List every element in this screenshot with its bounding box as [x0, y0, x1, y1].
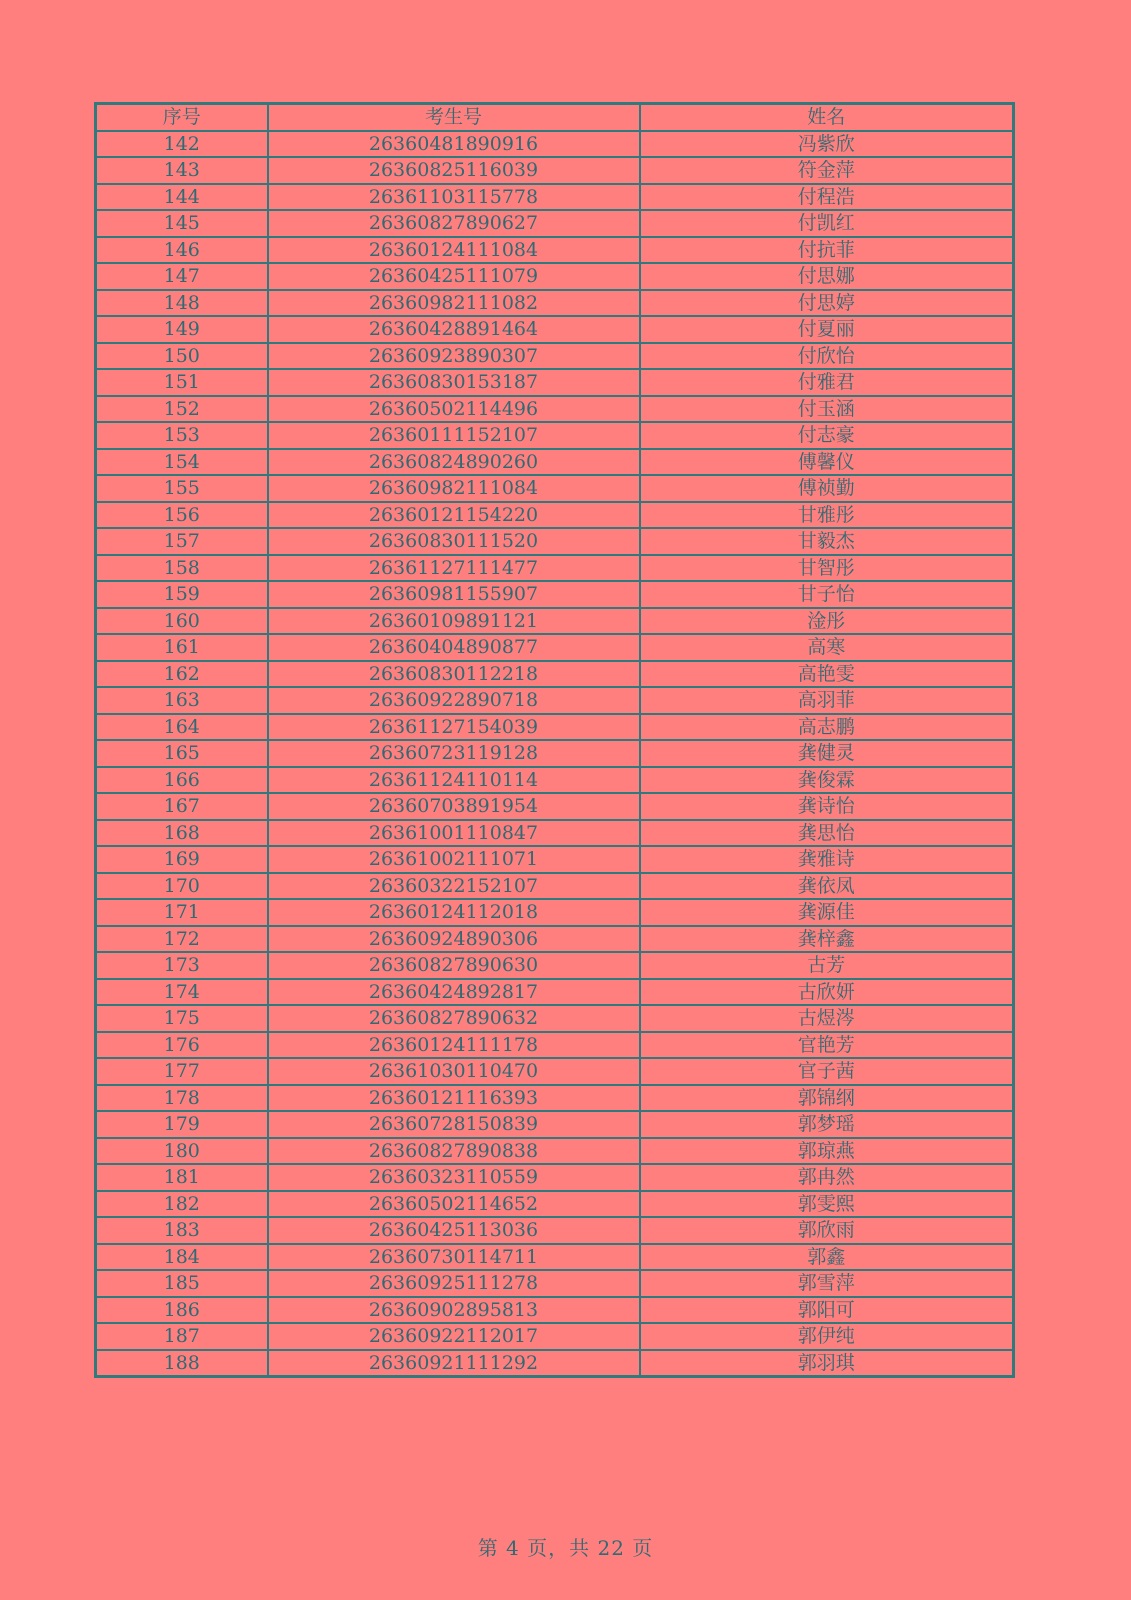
cell-exam-id: 26361002111071: [268, 846, 640, 873]
cell-name: 龚依凤: [640, 873, 1014, 900]
cell-name: 淦彤: [640, 608, 1014, 635]
table-row: [96, 661, 1014, 688]
cell-seq: 151: [96, 369, 268, 396]
table-row: [96, 714, 1014, 741]
table-row: [96, 820, 1014, 847]
table-row: [96, 396, 1014, 423]
cell-seq: 181: [96, 1164, 268, 1191]
cell-name: 龚健灵: [640, 740, 1014, 767]
cell-seq: 162: [96, 661, 268, 688]
table-row: [96, 184, 1014, 211]
table-row: [96, 290, 1014, 317]
cell-name: 付思婷: [640, 290, 1014, 317]
cell-seq: 186: [96, 1297, 268, 1324]
table-row: [96, 1297, 1014, 1324]
cell-seq: 145: [96, 210, 268, 237]
table-body: [96, 131, 1014, 1377]
table-row: [96, 1217, 1014, 1244]
cell-exam-id: 26361127154039: [268, 714, 640, 741]
cell-seq: 149: [96, 316, 268, 343]
cell-name: 郭鑫: [640, 1244, 1014, 1271]
table-row: [96, 634, 1014, 661]
cell-seq: 171: [96, 899, 268, 926]
cell-seq: 146: [96, 237, 268, 264]
cell-name: 付程浩: [640, 184, 1014, 211]
cell-name: 龚诗怡: [640, 793, 1014, 820]
table-row: [96, 369, 1014, 396]
header-name: 姓名: [640, 104, 1014, 131]
cell-seq: 161: [96, 634, 268, 661]
cell-exam-id: 26360322152107: [268, 873, 640, 900]
cell-exam-id: 26361103115778: [268, 184, 640, 211]
cell-seq: 164: [96, 714, 268, 741]
cell-name: 龚雅诗: [640, 846, 1014, 873]
table-row: [96, 343, 1014, 370]
cell-exam-id: 26360921111292: [268, 1350, 640, 1377]
cell-exam-id: 26360982111082: [268, 290, 640, 317]
table-row: [96, 1111, 1014, 1138]
cell-exam-id: 26360925111278: [268, 1270, 640, 1297]
cell-seq: 153: [96, 422, 268, 449]
table-row: [96, 793, 1014, 820]
cell-exam-id: 26360730114711: [268, 1244, 640, 1271]
table-row: [96, 979, 1014, 1006]
cell-name: 郭锦纲: [640, 1085, 1014, 1112]
cell-exam-id: 26360424892817: [268, 979, 640, 1006]
table-row: [96, 555, 1014, 582]
cell-name: 付抗菲: [640, 237, 1014, 264]
table-header: [96, 104, 1014, 131]
table-row: [96, 528, 1014, 555]
cell-exam-id: 26361001110847: [268, 820, 640, 847]
cell-name: 郭伊纯: [640, 1323, 1014, 1350]
table-row: [96, 1164, 1014, 1191]
cell-name: 龚俊霖: [640, 767, 1014, 794]
cell-seq: 174: [96, 979, 268, 1006]
cell-name: 付思娜: [640, 263, 1014, 290]
cell-seq: 152: [96, 396, 268, 423]
cell-name: 符金萍: [640, 157, 1014, 184]
table-row: [96, 237, 1014, 264]
cell-seq: 183: [96, 1217, 268, 1244]
cell-name: 古煜涔: [640, 1005, 1014, 1032]
cell-name: 古芳: [640, 952, 1014, 979]
cell-seq: 143: [96, 157, 268, 184]
cell-exam-id: 26361030110470: [268, 1058, 640, 1085]
cell-exam-id: 26360404890877: [268, 634, 640, 661]
cell-seq: 180: [96, 1138, 268, 1165]
cell-exam-id: 26360827890627: [268, 210, 640, 237]
cell-seq: 160: [96, 608, 268, 635]
cell-exam-id: 26361124110114: [268, 767, 640, 794]
cell-seq: 155: [96, 475, 268, 502]
cell-name: 傅祯勤: [640, 475, 1014, 502]
cell-name: 郭冉然: [640, 1164, 1014, 1191]
cell-name: 傅馨仪: [640, 449, 1014, 476]
table-row: [96, 1244, 1014, 1271]
cell-seq: 159: [96, 581, 268, 608]
cell-name: 甘雅彤: [640, 502, 1014, 529]
cell-name: 付玉涵: [640, 396, 1014, 423]
cell-exam-id: 26360323110559: [268, 1164, 640, 1191]
cell-name: 高艳雯: [640, 661, 1014, 688]
table-row: [96, 1138, 1014, 1165]
cell-seq: 158: [96, 555, 268, 582]
cell-seq: 184: [96, 1244, 268, 1271]
table-row: [96, 767, 1014, 794]
cell-exam-id: 26360825116039: [268, 157, 640, 184]
table-row: [96, 210, 1014, 237]
cell-name: 付凯红: [640, 210, 1014, 237]
cell-seq: 147: [96, 263, 268, 290]
cell-seq: 185: [96, 1270, 268, 1297]
cell-seq: 154: [96, 449, 268, 476]
cell-name: 付欣怡: [640, 343, 1014, 370]
cell-seq: 150: [96, 343, 268, 370]
table-row: [96, 899, 1014, 926]
page-footer: 第 4 页，共 22 页: [477, 1536, 654, 1560]
cell-seq: 163: [96, 687, 268, 714]
cell-name: 付夏丽: [640, 316, 1014, 343]
cell-name: 郭雯熙: [640, 1191, 1014, 1218]
table-row: [96, 1323, 1014, 1350]
cell-seq: 172: [96, 926, 268, 953]
table-row: [96, 1058, 1014, 1085]
cell-seq: 188: [96, 1350, 268, 1377]
table-row: [96, 1191, 1014, 1218]
table-row: [96, 1350, 1014, 1377]
cell-exam-id: 26360502114652: [268, 1191, 640, 1218]
cell-seq: 165: [96, 740, 268, 767]
cell-seq: 167: [96, 793, 268, 820]
table-row: [96, 316, 1014, 343]
table-row: [96, 952, 1014, 979]
cell-exam-id: 26360124112018: [268, 899, 640, 926]
table-row: [96, 475, 1014, 502]
table-row: [96, 422, 1014, 449]
table-row: [96, 1005, 1014, 1032]
cell-exam-id: 26360728150839: [268, 1111, 640, 1138]
header-exam-id: 考生号: [268, 104, 640, 131]
cell-exam-id: 26360124111084: [268, 237, 640, 264]
cell-name: 龚梓鑫: [640, 926, 1014, 953]
table-row: [96, 502, 1014, 529]
cell-name: 郭羽琪: [640, 1350, 1014, 1377]
cell-name: 甘子怡: [640, 581, 1014, 608]
cell-name: 高寒: [640, 634, 1014, 661]
cell-exam-id: 26360827890630: [268, 952, 640, 979]
table-row: [96, 926, 1014, 953]
cell-seq: 173: [96, 952, 268, 979]
cell-exam-id: 26360121116393: [268, 1085, 640, 1112]
table-row: [96, 1032, 1014, 1059]
cell-seq: 179: [96, 1111, 268, 1138]
cell-name: 冯紫欣: [640, 131, 1014, 158]
cell-exam-id: 26360902895813: [268, 1297, 640, 1324]
cell-name: 官艳芳: [640, 1032, 1014, 1059]
cell-exam-id: 26360827890632: [268, 1005, 640, 1032]
table-row: [96, 157, 1014, 184]
cell-exam-id: 26360111152107: [268, 422, 640, 449]
cell-seq: 187: [96, 1323, 268, 1350]
cell-exam-id: 26361127111477: [268, 555, 640, 582]
cell-seq: 170: [96, 873, 268, 900]
table-row: [96, 449, 1014, 476]
cell-exam-id: 26360830112218: [268, 661, 640, 688]
cell-exam-id: 26360124111178: [268, 1032, 640, 1059]
cell-name: 付雅君: [640, 369, 1014, 396]
cell-exam-id: 26360824890260: [268, 449, 640, 476]
cell-name: 郭琼燕: [640, 1138, 1014, 1165]
cell-seq: 157: [96, 528, 268, 555]
cell-seq: 177: [96, 1058, 268, 1085]
cell-name: 古欣妍: [640, 979, 1014, 1006]
cell-name: 郭欣雨: [640, 1217, 1014, 1244]
header-seq: 序号: [96, 104, 268, 131]
cell-exam-id: 26360923890307: [268, 343, 640, 370]
cell-exam-id: 26360703891954: [268, 793, 640, 820]
cell-exam-id: 26360982111084: [268, 475, 640, 502]
cell-name: 郭梦瑶: [640, 1111, 1014, 1138]
cell-exam-id: 26360481890916: [268, 131, 640, 158]
cell-name: 郭雪萍: [640, 1270, 1014, 1297]
cell-name: 甘智彤: [640, 555, 1014, 582]
cell-exam-id: 26360109891121: [268, 608, 640, 635]
cell-exam-id: 26360723119128: [268, 740, 640, 767]
cell-seq: 182: [96, 1191, 268, 1218]
table-row: [96, 131, 1014, 158]
cell-exam-id: 26360830111520: [268, 528, 640, 555]
cell-seq: 144: [96, 184, 268, 211]
cell-seq: 176: [96, 1032, 268, 1059]
cell-name: 高志鹏: [640, 714, 1014, 741]
table-row: [96, 608, 1014, 635]
cell-name: 甘毅杰: [640, 528, 1014, 555]
cell-seq: 166: [96, 767, 268, 794]
cell-exam-id: 26360425111079: [268, 263, 640, 290]
table-row: [96, 581, 1014, 608]
cell-name: 高羽菲: [640, 687, 1014, 714]
table-row: [96, 263, 1014, 290]
table-row: [96, 846, 1014, 873]
cell-seq: 142: [96, 131, 268, 158]
table-header-row: [96, 104, 1014, 131]
table-row: [96, 687, 1014, 714]
cell-exam-id: 26360502114496: [268, 396, 640, 423]
cell-exam-id: 26360922890718: [268, 687, 640, 714]
cell-seq: 156: [96, 502, 268, 529]
table-row: [96, 740, 1014, 767]
cell-seq: 168: [96, 820, 268, 847]
cell-exam-id: 26360830153187: [268, 369, 640, 396]
cell-exam-id: 26360425113036: [268, 1217, 640, 1244]
cell-exam-id: 26360922112017: [268, 1323, 640, 1350]
cell-name: 龚源佳: [640, 899, 1014, 926]
cell-exam-id: 26360827890838: [268, 1138, 640, 1165]
cell-exam-id: 26360924890306: [268, 926, 640, 953]
cell-seq: 148: [96, 290, 268, 317]
cell-exam-id: 26360981155907: [268, 581, 640, 608]
student-table: [94, 102, 1015, 1378]
cell-name: 付志豪: [640, 422, 1014, 449]
cell-exam-id: 26360121154220: [268, 502, 640, 529]
cell-seq: 169: [96, 846, 268, 873]
cell-name: 龚思怡: [640, 820, 1014, 847]
cell-seq: 178: [96, 1085, 268, 1112]
table-row: [96, 873, 1014, 900]
cell-exam-id: 26360428891464: [268, 316, 640, 343]
table-row: [96, 1085, 1014, 1112]
cell-seq: 175: [96, 1005, 268, 1032]
cell-name: 郭阳可: [640, 1297, 1014, 1324]
cell-name: 官子茜: [640, 1058, 1014, 1085]
table-row: [96, 1270, 1014, 1297]
